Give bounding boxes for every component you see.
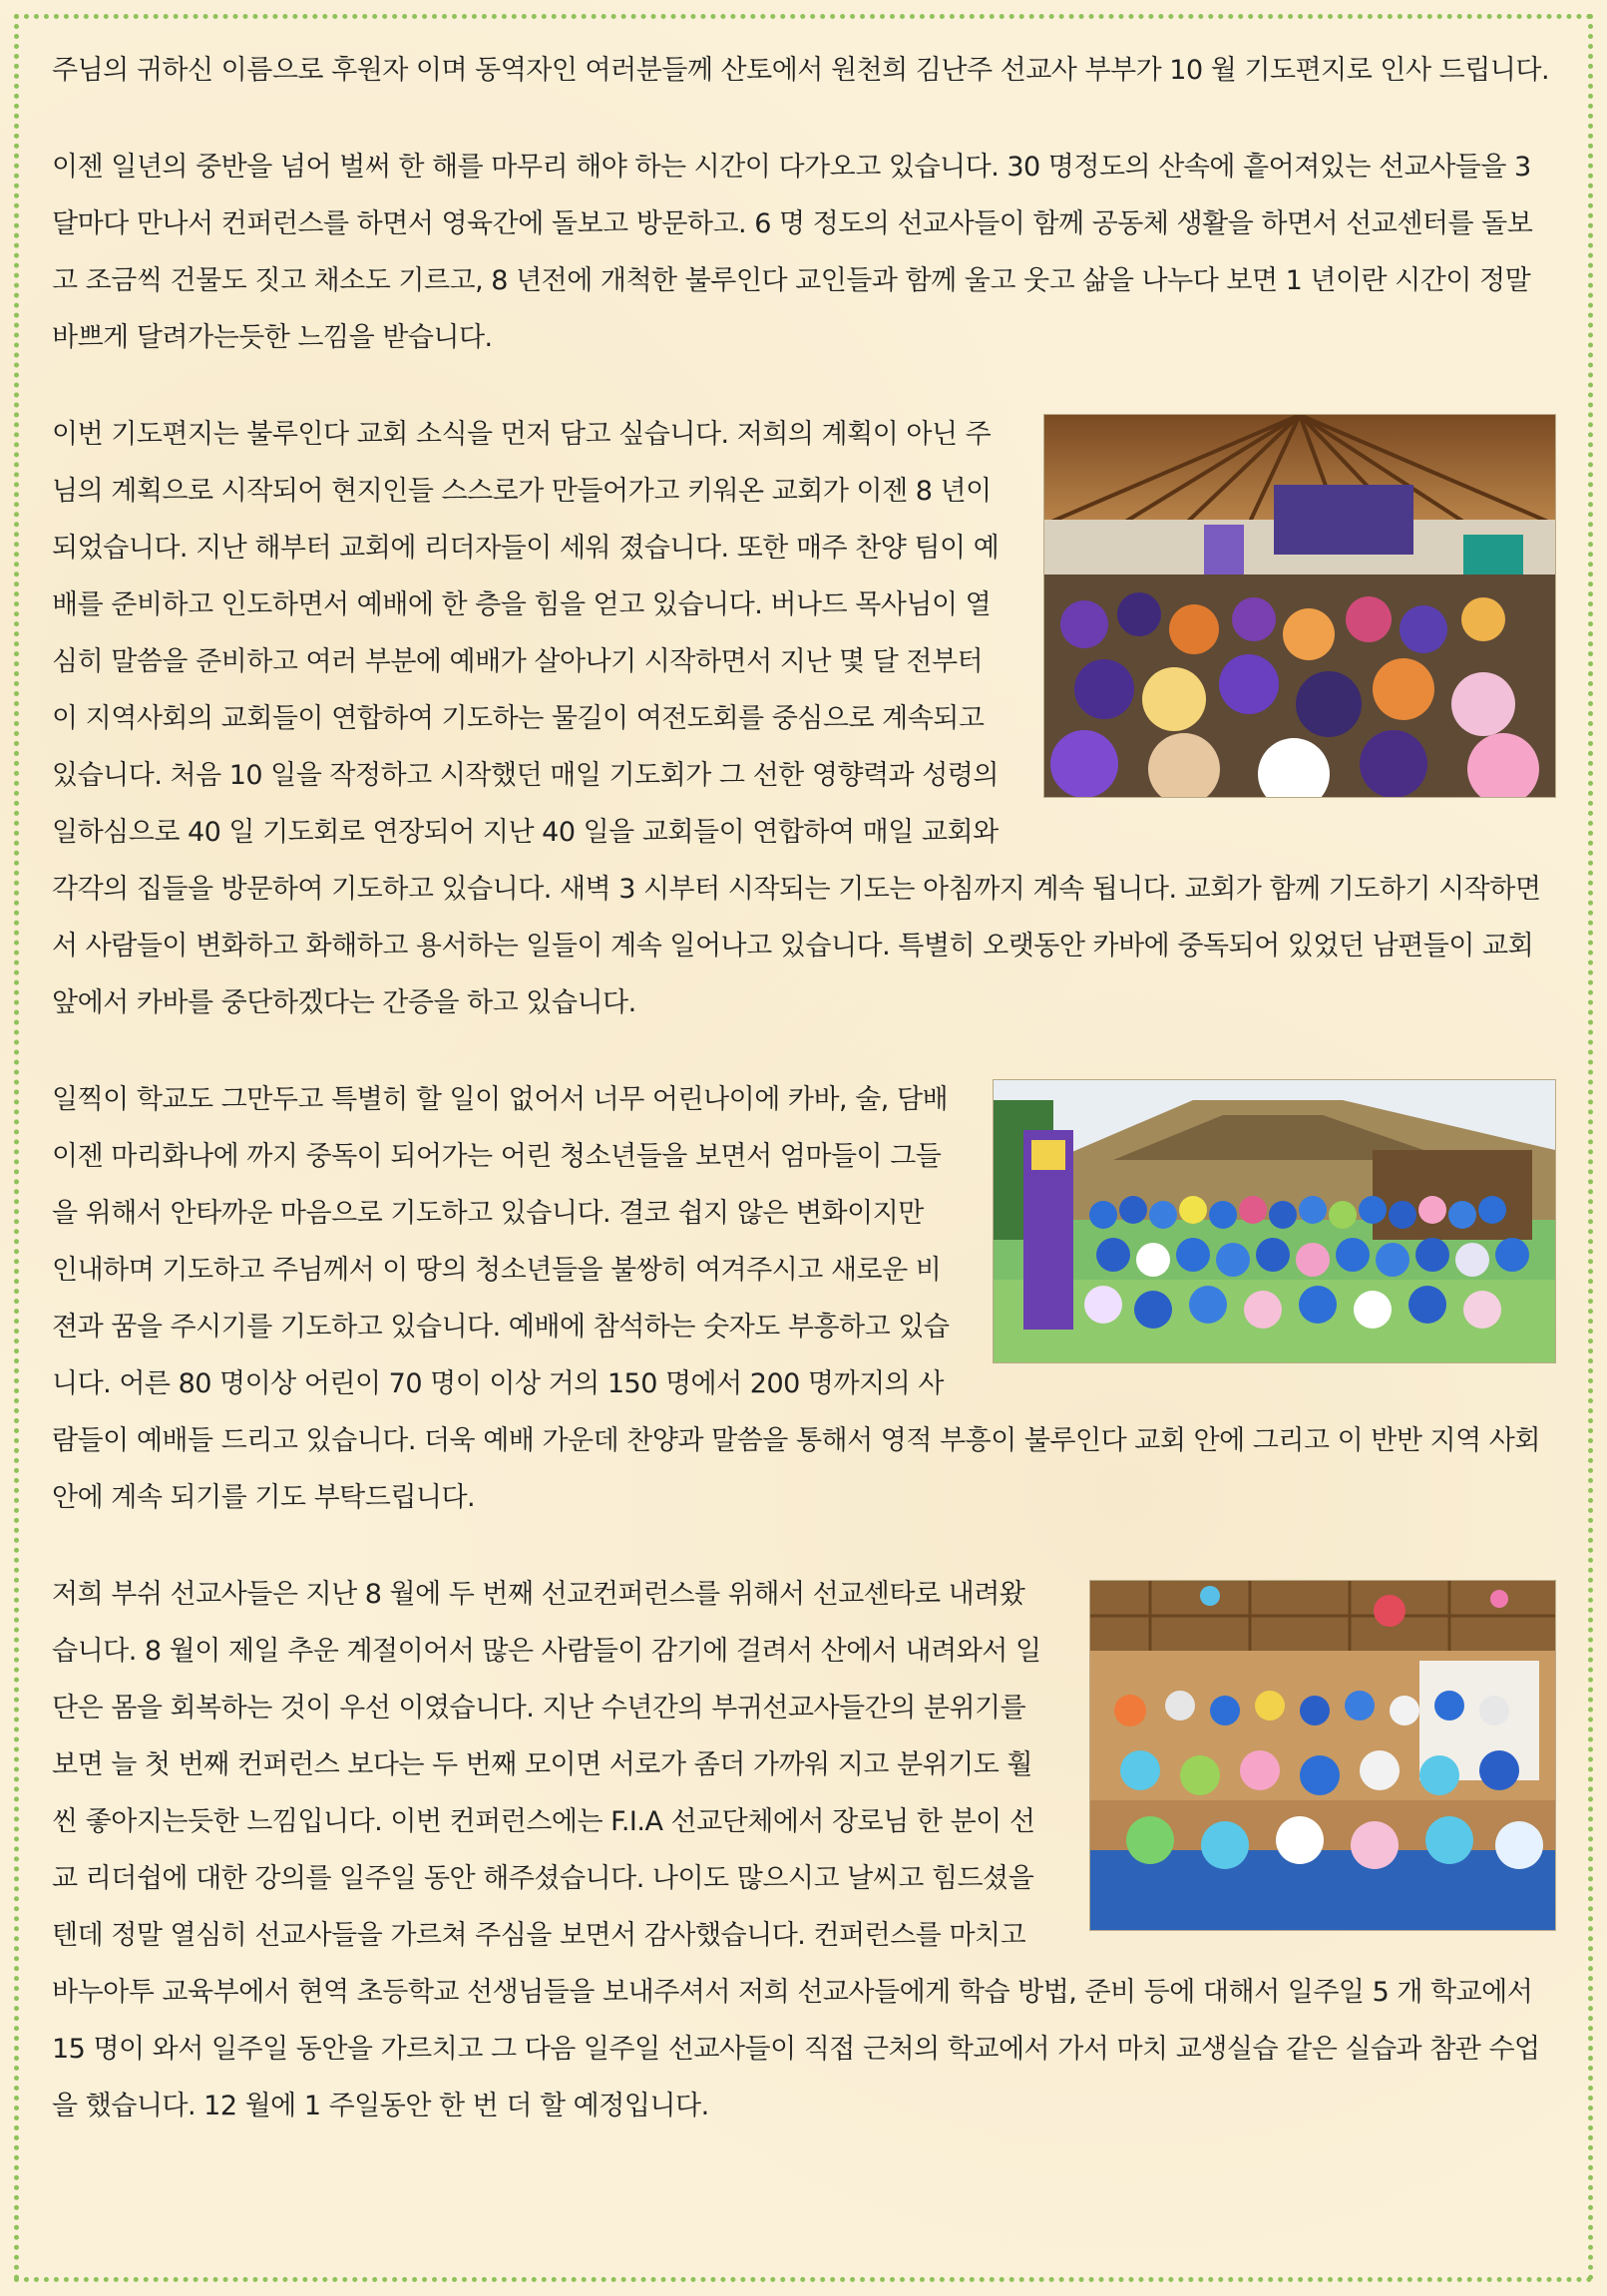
- paragraph-church-news: [52, 406, 1556, 1031]
- paragraph-text: 이젠 일년의 중반을 넘어 벌써 한 해를 마무리 해야 하는 시간이 다가오고 있습니다. 30 명정도의 산속에 흩어져있는 선교사들을 3 달마다 만나서 컨퍼런스를 하면서 영육간에 돌보고 방문하고. 6 명 정도의 선교사들이 함께 공동체 생활을 하면서 선교센터를 돌보고 조금씩 건물도 짓고 채소도 기르고, 8 년전에 개척한 불루인다 교인들과 함께 울고 웃고 삶을 나누다 보면 1 년이란 시간이 정말 바쁘게 달려가는듯한 느낌을 받습니다.: [52, 152, 1533, 353]
- letter-body: [52, 42, 1556, 2174]
- paragraph-year-summary: [52, 139, 1556, 366]
- paragraph-text: 일찍이 학교도 그만두고 특별히 할 일이 없어서 너무 어린나이에 카바, 술, 담배 이젠 마리화나에 까지 중독이 되어가는 어린 청소년들을 보면서 엄마들이 그들을 위해서 안타까운 마음으로 기도하고 있습니다. 결코 쉽지 않은 변화이지만 인내하며 기도하고 주님께서 이 땅의 청소년들을 불쌍히 여겨주시고 새로운 비젼과 꿈을 주시기를 기도하고 있습니다. 예배에 참석하는 숫자도 부흥하고 있습니다. 어른 80 명이상 어린이 70 명이 이상 거의 150 명에서 200 명까지의 사람들이 예배들 드리고 있습니다. 더욱 예배 가운데 찬양과 말씀을 통해서 영적 부흥이 불루인다 교회 안에 그리고 이 반반 지역 사회 안에 계속 되기를 기도 부탁드립니다.: [52, 1084, 1540, 1513]
- paragraph-greeting: [52, 42, 1556, 99]
- paragraph-text: 이번 기도편지는 불루인다 교회 소식을 먼저 담고 싶습니다. 저희의 계획이 아닌 주님의 계획으로 시작되어 현지인들 스스로가 만들어가고 키워온 교회가 이젠 8 년이 되었습니다. 지난 해부터 교회에 리더자들이 세워 졌습니다. 또한 매주 찬양 팀이 예배를 준비하고 인도하면서 예배에 한 층을 힘을 얻고 있습니다. 버나드 목사님이 열심히 말씀을 준비하고 여러 부분에 예배가 살아나기 시작하면서 지난 몇 달 전부터 이 지역사회의 교회들이 연합하여 기도하는 물길이 여전도회를 중심으로 계속되고 있습니다. 처음 10 일을 작정하고 시작했던 매일 기도회가 그 선한 영향력과 성령의 일하심으로 40 일 기도회로 연장되어 지난 40 일을 교회들이 연합하여 매일 교회와 각각의 집들을 방문하여 기도하고 있습니다. 새벽 3 시부터 시작되는 기도는 아침까지 계속 됩니다. 교회가 함께 기도하기 시작하면서 사람들이 변화하고 화해하고 용서하는 일들이 계속 일어나고 있습니다. 특별히 오랫동안 카바에 중독되어 있었던 남편들이 교회 앞에서 카바를 중단하겠다는 간증을 하고 있습니다.: [52, 419, 1541, 1018]
- paragraph-youth: [52, 1071, 1556, 1526]
- paragraph-text: 주님의 귀하신 이름으로 후원자 이며 동역자인 여러분들께 산토에서 원천희 김난주 선교사 부부가 10 월 기도편지로 인사 드립니다.: [52, 55, 1550, 86]
- photo-church-worship: [1043, 414, 1556, 798]
- photo-missionary-training: [1089, 1580, 1556, 1931]
- missionary-training-image: [1090, 1581, 1555, 1930]
- paragraph-conference: [52, 1566, 1556, 2134]
- photo-church-group: [993, 1079, 1556, 1363]
- church-group-image: [994, 1080, 1555, 1362]
- church-worship-image: [1044, 415, 1555, 797]
- paragraph-text: 저희 부쉬 선교사들은 지난 8 월에 두 번째 선교컨퍼런스를 위해서 선교센타로 내려왔습니다. 8 월이 제일 추운 계절이어서 많은 사람들이 감기에 걸려서 산에서 내려와서 일단은 몸을 회복하는 것이 우선 이였습니다. 지난 수년간의 부귀선교사들간의 분위기를 보면 늘 첫 번째 컨퍼런스 보다는 두 번째 모이면 서로가 좀더 가까워 지고 분위기도 훨씬 좋아지는듯한 느낌입니다. 이번 컨퍼런스에는 F.I.A 선교단체에서 장로님 한 분이 선교 리더쉽에 대한 강의를 일주일 동안 해주셨습니다. 나이도 많으시고 날씨고 힘드셨을 텐데 정말 열심히 선교사들을 가르쳐 주심을 보면서 감사했습니다. 컨퍼런스를 마치고 바누아투 교육부에서 현역 초등학교 선생님들을 보내주셔서 저희 선교사들에게 학습 방법, 준비 등에 대해서 일주일 5 개 학교에서 15 명이 와서 일주일 동안을 가르치고 그 다음 일주일 선교사들이 직접 근처의 학교에서 가서 마치 교생실습 같은 실습과 참관 수업을 했습니다. 12 월에 1 주일동안 한 번 더 할 예정입니다.: [52, 1579, 1540, 2121]
